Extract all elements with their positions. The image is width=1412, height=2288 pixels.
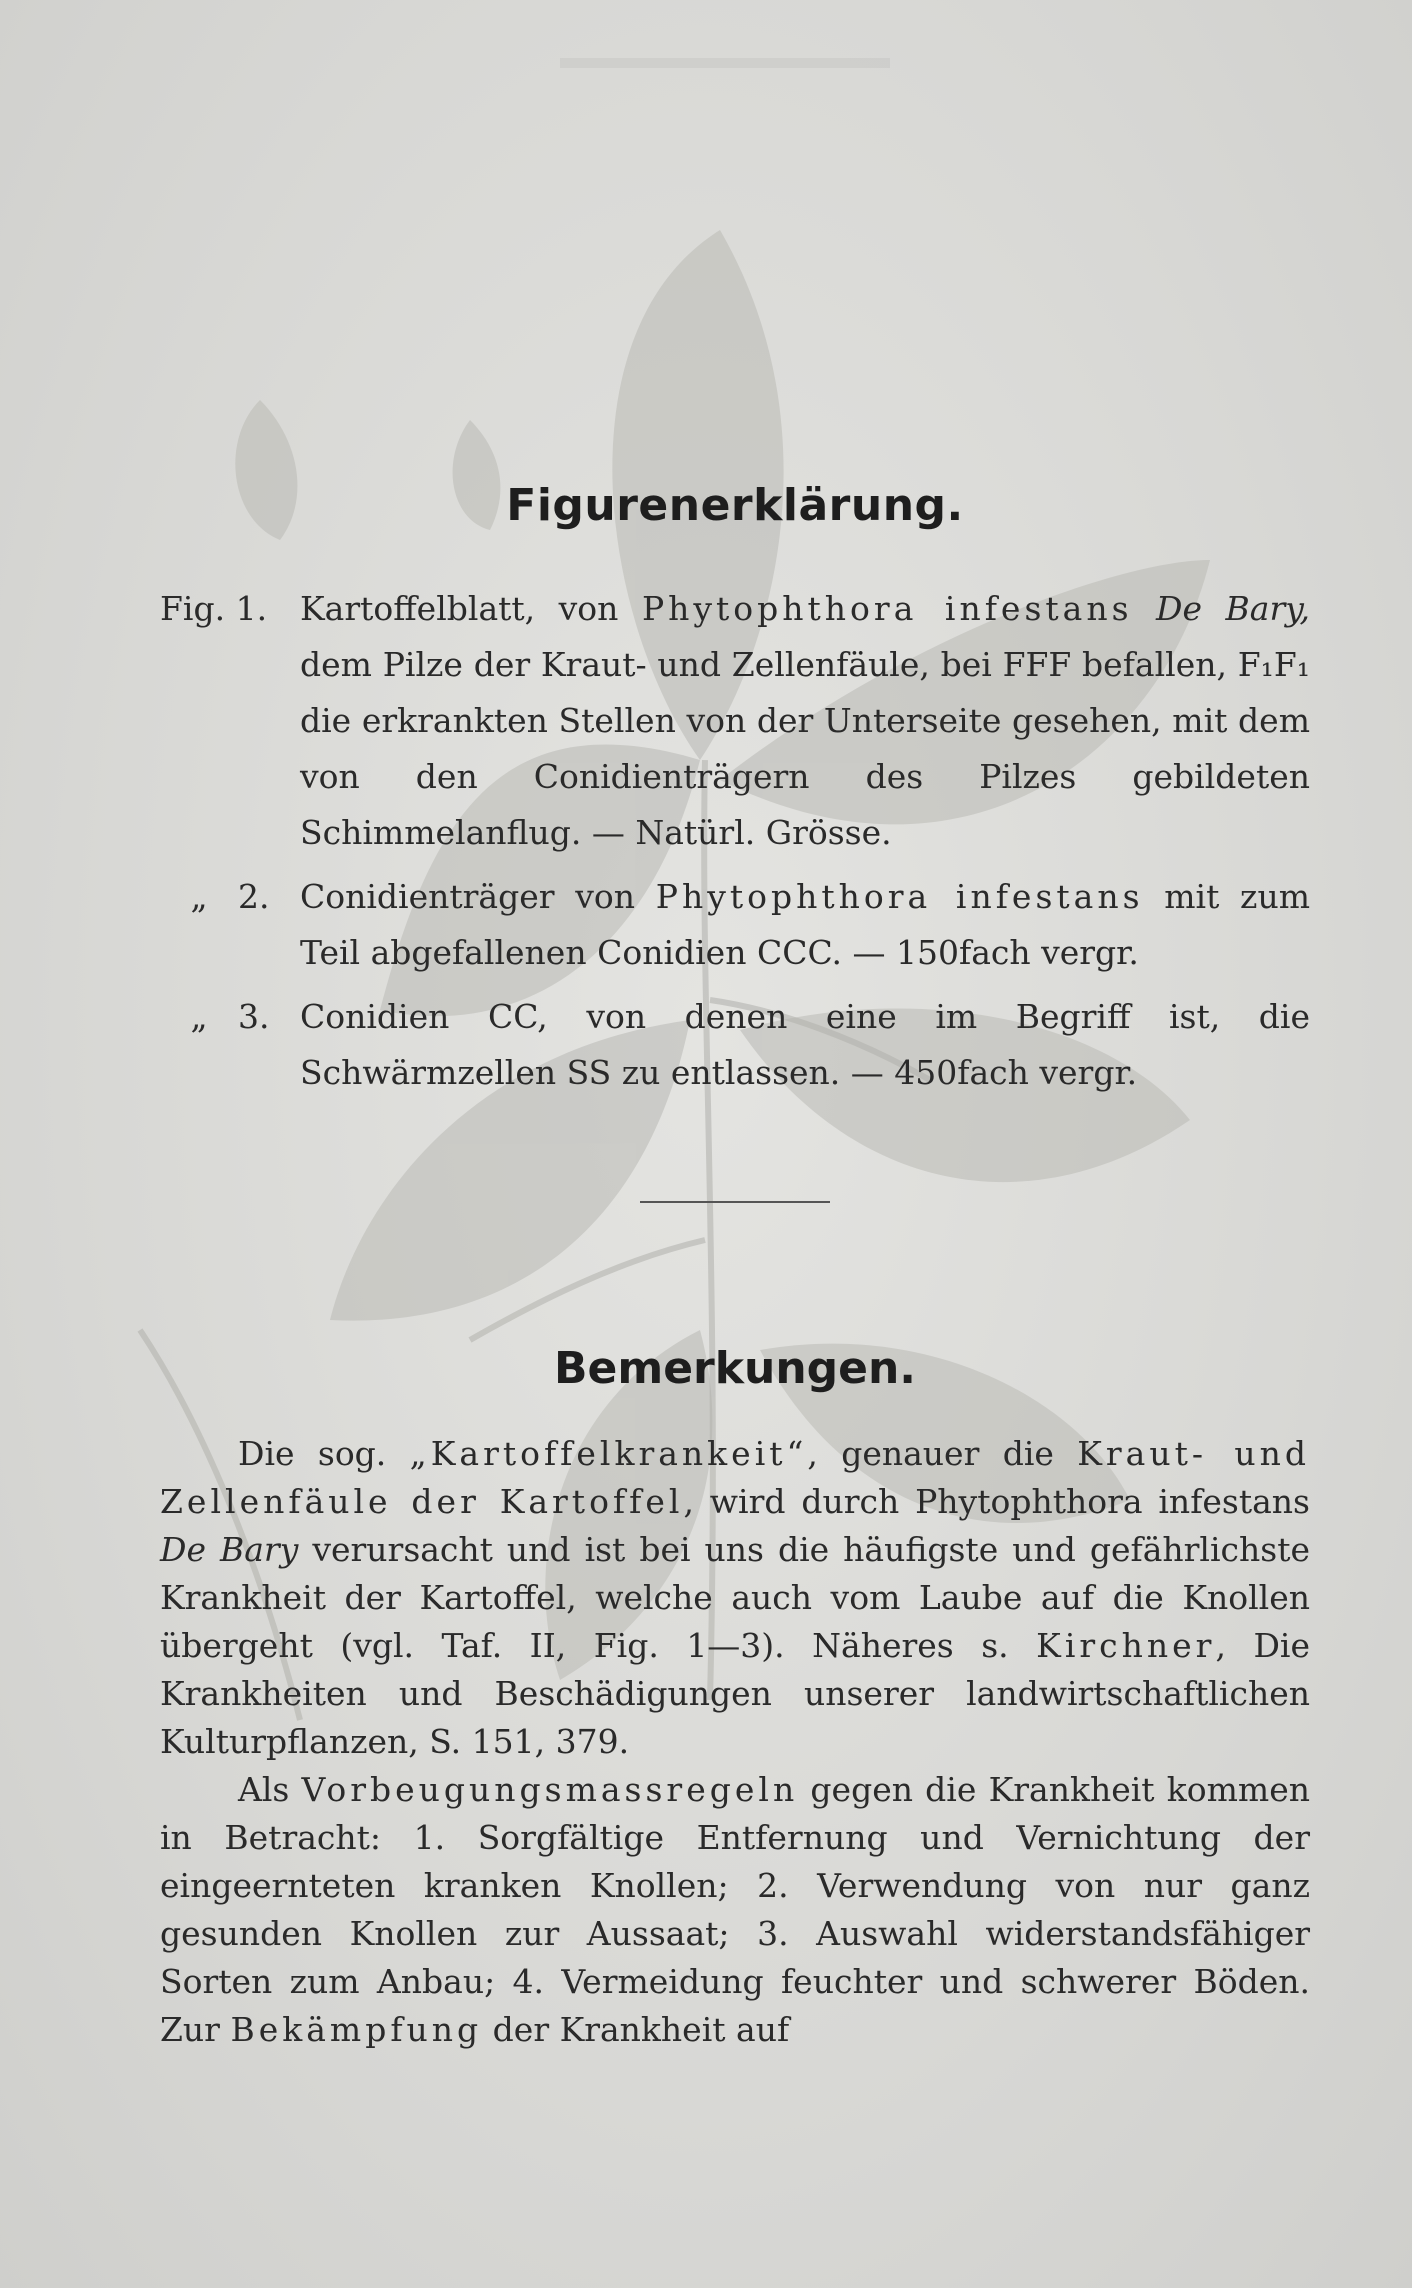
remarks-paragraph-2: Als Vorbeugungsmassregeln gegen die Krankheit kommen in Betracht: 1. Sorgfältige Entfernung und Vernichtung der eingeernteten kranken Knollen; 2. Verwendung von nur ganz gesunden Knollen zur Aussaat; 3. Auswahl widerstandsfähiger Sorten zum Anbau; 4. Vermeidung feuchter und schwerer Böden. Zur Bekämpfung der Krankheit auf — [160, 1770, 1311, 2049]
figure-entry-1 — [160, 581, 1310, 861]
figure-label: „ 3. — [190, 997, 270, 1036]
species-name: Phytophthora infestans — [915, 1482, 1310, 1521]
figures-heading: Figurenerklärung. — [506, 480, 964, 531]
figure-entry-2 — [160, 869, 1310, 981]
figure-label: Fig. 1. — [160, 589, 268, 628]
author-name: De Bary, — [1156, 589, 1311, 628]
figure-entry-3 — [160, 989, 1310, 1101]
figure-caption: Conidienträger von Phytophthora infestans mit zum Teil abgefallenen Conidien CCC. — 150fach vergr. — [300, 877, 1310, 972]
figure-caption: Conidien CC, von denen eine im Begriff ist, die Schwärmzellen SS zu entlassen. — 450fach vergr. — [300, 997, 1310, 1092]
remarks-heading: Bemerkungen. — [553, 1343, 917, 1394]
species-name: Phytophthora infestans — [655, 877, 1144, 916]
figure-label: „ 2. — [190, 877, 270, 916]
section-divider — [640, 1201, 830, 1203]
species-name: Phytophthora infestans — [641, 589, 1133, 628]
figure-caption: Kartoffelblatt, von Phytophthora infestans De Bary, dem Pilze der Kraut- und Zellenfäule, bei FFF befallen, F₁F₁ die erkrankten Stellen von der Unterseite gesehen, mit dem von den Conidienträgern des Pilzes gebildeten Schimmelanflug. — Natürl. Grösse. — [300, 589, 1311, 852]
author-name: De Bary — [160, 1530, 299, 1569]
text-column — [160, 480, 1310, 2054]
remarks-paragraph-1: Die sog. „Kartoffelkrankeit“, genauer die Kraut- und Zellenfäule der Kartoffel, wird durch Phytophthora infestans De Bary verursacht und ist bei uns die häufigste und gefährlichste Krankheit der Kartoffel, welche auch vom Laube auf die Knollen übergeht (vgl. Taf. II, Fig. 1—3). Näheres s. Kirchner, Die Krankheiten und Beschädigungen unserer landwirtschaftlichen Kulturpflanzen, S. 151, 379. — [160, 1434, 1310, 1761]
